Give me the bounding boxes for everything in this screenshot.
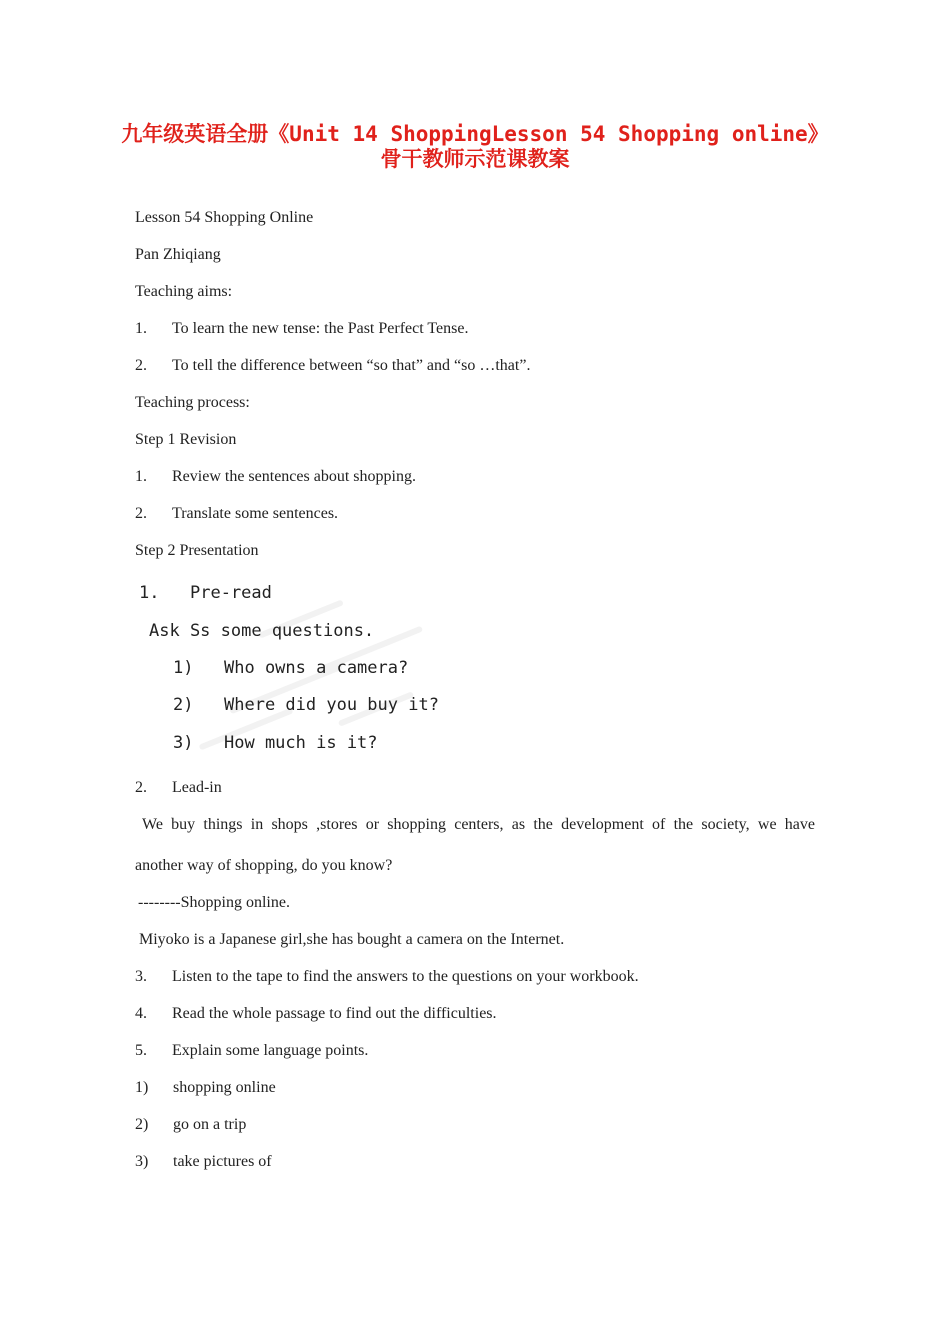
language-point-number: 3) <box>135 1153 149 1170</box>
question-text: Who owns a camera? <box>224 658 409 678</box>
title-line-2: 骨干教师示范课教案 <box>380 147 570 171</box>
step1-item-text: Review the sentences about shopping. <box>172 468 416 485</box>
leadin-item <box>135 778 222 798</box>
aims-heading: Teaching aims: <box>135 283 233 300</box>
language-point <box>135 1115 246 1135</box>
document-title <box>0 122 950 172</box>
aim-text: To tell the difference between “so that” and “so …that”. <box>172 357 531 374</box>
step2-item-text: Listen to the tape to find the answers to the questions on your workbook. <box>172 968 639 985</box>
aim-text: To learn the new tense: the Past Perfect Tense. <box>172 320 469 337</box>
process-heading: Teaching process: <box>135 394 250 411</box>
language-point-text: go on a trip <box>173 1116 247 1133</box>
step2-item-text: Read the whole passage to find out the difficulties. <box>172 1005 497 1022</box>
language-point <box>135 1078 276 1098</box>
step1-item <box>135 467 416 487</box>
step2-item-number: 5. <box>135 1042 147 1059</box>
pre-read-label: Pre-read <box>190 583 272 603</box>
question-text: Where did you buy it? <box>224 695 439 715</box>
paragraph-line: We buy things in shops ,stores or shopping centers, as the development of the society, we have <box>142 816 815 833</box>
answer-line: --------Shopping online. <box>138 894 290 911</box>
author-name: Pan Zhiqiang <box>135 246 221 263</box>
question-text: How much is it? <box>224 733 378 753</box>
step1-heading: Step 1 Revision <box>135 431 237 448</box>
language-point-text: take pictures of <box>173 1153 272 1170</box>
question-number: 2) <box>173 695 194 715</box>
miyoko-line: Miyoko is a Japanese girl,she has bought a camera on the Internet. <box>139 931 565 948</box>
language-point-number: 2) <box>135 1116 149 1133</box>
aim-number: 2. <box>135 357 147 374</box>
step2-heading: Step 2 Presentation <box>135 542 259 559</box>
leadin-number: 2. <box>135 779 147 796</box>
pre-read-image <box>136 576 439 758</box>
leadin-text: Lead-in <box>172 779 222 796</box>
questions-intro: Ask Ss some questions. <box>149 621 375 641</box>
step2-item-number: 4. <box>135 1005 147 1022</box>
aim-item <box>135 356 530 376</box>
lesson-title: Lesson 54 Shopping Online <box>135 209 314 226</box>
language-point <box>135 1152 272 1172</box>
step2-item-number: 3. <box>135 968 147 985</box>
question-number: 3) <box>173 733 194 753</box>
step2-item-text: Explain some language points. <box>172 1042 369 1059</box>
step1-item-number: 2. <box>135 505 147 522</box>
step2-item <box>135 1004 497 1024</box>
question-number: 1) <box>173 658 194 678</box>
aim-number: 1. <box>135 320 147 337</box>
aim-item <box>135 319 468 339</box>
step1-item-text: Translate some sentences. <box>172 505 339 522</box>
language-point-text: shopping online <box>173 1079 276 1096</box>
paragraph-line: another way of shopping, do you know? <box>135 857 393 874</box>
step2-item <box>135 967 639 987</box>
step1-item-number: 1. <box>135 468 147 485</box>
pre-read-number: 1. <box>139 583 160 603</box>
title-line-1: 九年级英语全册《Unit 14 ShoppingLesson 54 Shopping online》 <box>121 122 829 146</box>
language-point-number: 1) <box>135 1079 149 1096</box>
step1-item <box>135 504 338 524</box>
step2-item <box>135 1041 368 1061</box>
